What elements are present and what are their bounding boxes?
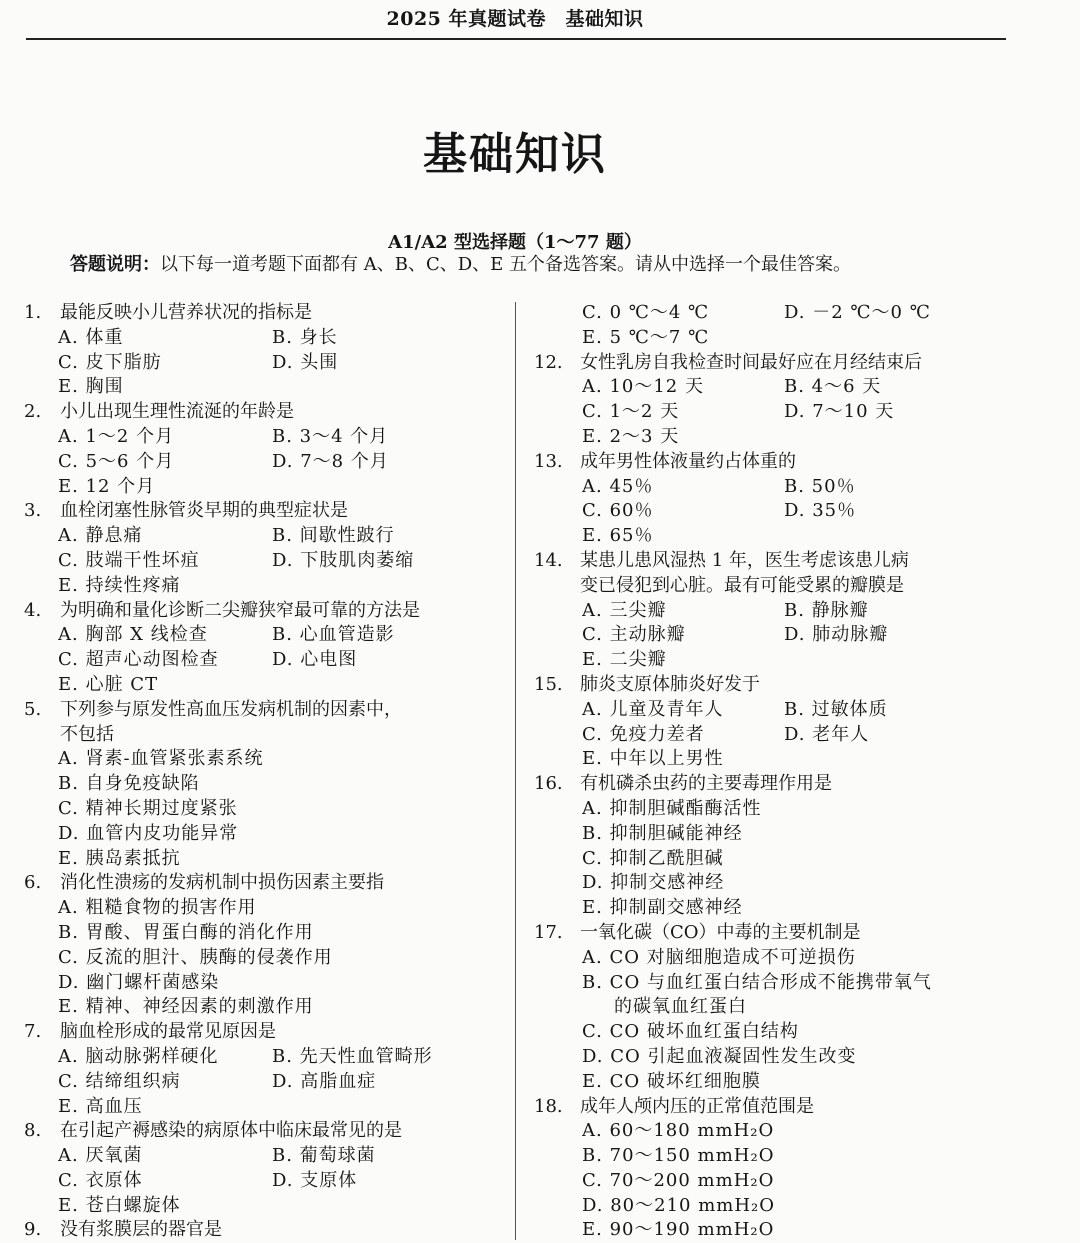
option-e: E. 12 个月 <box>58 475 156 497</box>
option-b: B. CO 与血红蛋白结合形成不能携带氧气 <box>582 971 932 993</box>
left-column <box>24 301 504 1243</box>
option-b-continued: 的碳氧血红蛋白 <box>614 996 747 1018</box>
option-b: B. 先天性血管畸形 <box>272 1045 433 1067</box>
header-rule <box>26 38 1006 40</box>
option-d: D. CO 引起血液凝固性发生改变 <box>582 1045 857 1067</box>
option-d: D. 心电图 <box>272 649 358 671</box>
option-c: C. 主动脉瓣 <box>582 624 686 646</box>
option-e: E. 持续性疼痛 <box>58 574 181 596</box>
question-8 <box>24 1119 504 1144</box>
question-12 <box>534 351 1024 376</box>
question-number: 14. <box>534 549 563 571</box>
option-e: E. 65％ <box>582 525 654 547</box>
option-e: E. 2～3 天 <box>582 425 680 447</box>
option-d: D. 老年人 <box>784 723 870 745</box>
option-a: A. 1～2 个月 <box>58 425 175 447</box>
option-d: D. 幽门螺杆菌感染 <box>58 971 220 993</box>
question-stem: 女性乳房自我检查时间最好应在月经结束后 <box>580 351 922 373</box>
question-number: 17. <box>534 921 563 943</box>
option-e: E. 抑制副交感神经 <box>582 897 743 919</box>
option-e: E. 胸围 <box>58 376 124 398</box>
option-d: D. 头围 <box>272 351 339 373</box>
question-stem: 成年男性体液量约占体重的 <box>580 450 796 472</box>
question-4 <box>24 599 504 624</box>
option-a: A. 60～180 mmH₂O <box>582 1120 775 1142</box>
question-number: 5. <box>24 698 42 720</box>
option-b: B. 70～150 mmH₂O <box>582 1145 775 1167</box>
question-stem: 为明确和量化诊断二尖瓣狭窄最可靠的方法是 <box>60 599 420 621</box>
question-stem: 小儿出现生理性流涎的年龄是 <box>60 401 294 423</box>
running-header: 2025 年真题试卷 基础知识 <box>386 8 644 30</box>
question-17 <box>534 921 1024 946</box>
instruction-label: 答题说明： <box>70 254 160 275</box>
question-stem: 脑血栓形成的最常见原因是 <box>60 1021 276 1043</box>
question-5 <box>24 698 504 723</box>
option-b: B. 心血管造影 <box>272 624 395 646</box>
option-b: B. 自身免疫缺陷 <box>58 773 200 795</box>
question-stem: 下列参与原发性高血压发病机制的因素中， <box>60 698 402 720</box>
question-stem: 有机磷杀虫药的主要毒理作用是 <box>580 773 832 795</box>
option-e: E. 胰岛素抵抗 <box>58 847 181 869</box>
option-e: E. CO 破坏红细胞膜 <box>582 1070 761 1092</box>
option-a: A. 粗糙食物的损害作用 <box>58 897 257 919</box>
column-divider <box>515 302 516 1240</box>
option-a: A. 45％ <box>582 475 654 497</box>
question-number: 1. <box>24 302 42 323</box>
option-c: C. 免疫力差者 <box>582 723 705 745</box>
page-title: 基础知识 <box>423 129 607 180</box>
question-2 <box>24 400 504 425</box>
option-a: A. 10～12 天 <box>582 376 704 398</box>
question-13 <box>534 450 1024 475</box>
question-number: 16. <box>534 773 563 795</box>
option-a: A. 静息痛 <box>58 525 143 547</box>
option-b: B. 3～4 个月 <box>272 425 389 447</box>
option-d: D. 7～10 天 <box>784 401 895 423</box>
question-stem: 成年人颅内压的正常值范围是 <box>580 1095 814 1117</box>
question-number: 18. <box>534 1095 563 1117</box>
option-b: B. 间歇性跛行 <box>272 525 395 547</box>
question-6 <box>24 871 504 896</box>
option-b: B. 过敏体质 <box>784 698 888 720</box>
option-c: C. 皮下脂肪 <box>58 351 162 373</box>
question-9 <box>24 1218 504 1243</box>
question-18 <box>534 1095 1024 1120</box>
question-1 <box>24 301 504 326</box>
section-heading: A1/A2 型选择题（1～77 题） <box>388 232 642 253</box>
question-stem: 血栓闭塞性脉管炎早期的典型症状是 <box>60 500 348 522</box>
question-stem: 最能反映小儿营养状况的指标是 <box>60 302 312 323</box>
question-stem: 一氧化碳（CO）中毒的主要机制是 <box>580 921 861 943</box>
option-d: D. 支原体 <box>272 1169 358 1191</box>
option-a: A. CO 对脑细胞造成不可逆损伤 <box>582 946 856 968</box>
option-e: E. 5 ℃～7 ℃ <box>582 326 710 348</box>
option-c: C. 肢端干性坏疽 <box>58 549 200 571</box>
instruction-text: 以下每一道考题下面都有 A、B、C、D、E 五个备选答案。请从中选择一个最佳答案。 <box>160 254 852 275</box>
question-number: 2. <box>24 401 42 423</box>
option-b: B. 胃酸、胃蛋白酶的消化作用 <box>58 921 314 943</box>
option-a: A. 厌氧菌 <box>58 1145 143 1167</box>
question-number: 3. <box>24 500 42 522</box>
option-c: C. 精神长期过度紧张 <box>58 797 238 819</box>
option-c: C. 反流的胆汁、胰酶的侵袭作用 <box>58 946 333 968</box>
option-e: E. 高血压 <box>58 1095 143 1117</box>
option-c: C. 超声心动图检查 <box>58 649 219 671</box>
option-a: A. 体重 <box>58 326 124 348</box>
instructions <box>26 252 1011 277</box>
question-15 <box>534 673 1024 698</box>
question-stem-continued: 不包括 <box>60 723 114 745</box>
question-5-stem-cont <box>24 723 504 748</box>
option-a: A. 胸部 X 线检查 <box>58 624 208 646</box>
question-number: 15. <box>534 673 563 695</box>
option-b: B. 身长 <box>272 326 338 348</box>
option-d: D. 7～8 个月 <box>272 450 389 472</box>
question-number: 12. <box>534 351 563 373</box>
option-e: E. 中年以上男性 <box>582 748 724 770</box>
option-a: A. 儿童及青年人 <box>582 698 724 720</box>
option-e: E. 精神、神经因素的刺激作用 <box>58 996 314 1018</box>
option-c: C. CO 破坏血红蛋白结构 <box>582 1021 799 1043</box>
right-column <box>534 301 1024 1243</box>
question-3 <box>24 499 504 524</box>
option-c: C. 衣原体 <box>58 1169 143 1191</box>
question-number: 9. <box>24 1219 42 1241</box>
question-14-stem-cont <box>534 574 1024 599</box>
option-a: A. 脑动脉粥样硬化 <box>58 1045 219 1067</box>
option-d: D. 抑制交感神经 <box>582 872 725 894</box>
question-14 <box>534 549 1024 574</box>
option-c: C. 5～6 个月 <box>58 450 175 472</box>
question-stem: 在引起产褥感染的病原体中临床最常见的是 <box>60 1120 402 1142</box>
question-stem: 某患儿患风湿热 1 年，医生考虑该患儿病 <box>580 549 909 571</box>
option-e: E. 二尖瓣 <box>582 649 667 671</box>
question-number: 4. <box>24 599 42 621</box>
option-e: E. 90～190 mmH₂O <box>582 1219 775 1241</box>
option-d: D. 下肢肌肉萎缩 <box>272 549 415 571</box>
option-b: B. 50％ <box>784 475 856 497</box>
question-7 <box>24 1020 504 1045</box>
option-c: C. 0 ℃～4 ℃ <box>582 302 710 323</box>
option-c: C. 70～200 mmH₂O <box>582 1169 775 1191</box>
option-a: A. 肾素-血管紧张素系统 <box>58 748 264 770</box>
option-d: D. 高脂血症 <box>272 1070 377 1092</box>
question-stem-continued: 变已侵犯到心脏。最有可能受累的瓣膜是 <box>580 574 904 596</box>
option-d: D. 80～210 mmH₂O <box>582 1194 776 1216</box>
option-a: A. 三尖瓣 <box>582 599 667 621</box>
question-stem: 肺炎支原体肺炎好发于 <box>580 673 760 695</box>
option-d: D. 35％ <box>784 500 857 522</box>
option-e: E. 苍白螺旋体 <box>58 1194 181 1216</box>
question-number: 13. <box>534 450 563 472</box>
question-stem: 没有浆膜层的器官是 <box>60 1219 222 1241</box>
option-c: C. 抑制乙酰胆碱 <box>582 847 724 869</box>
option-b: B. 静脉瓣 <box>784 599 869 621</box>
option-d: D. 肺动脉瓣 <box>784 624 889 646</box>
option-c: C. 结缔组织病 <box>58 1070 181 1092</box>
question-number: 8. <box>24 1120 42 1142</box>
option-c: C. 60％ <box>582 500 654 522</box>
option-c: C. 1～2 天 <box>582 401 680 423</box>
option-b: B. 抑制胆碱能神经 <box>582 822 743 844</box>
question-stem: 消化性溃疡的发病机制中损伤因素主要指 <box>60 872 384 894</box>
option-b: B. 葡萄球菌 <box>272 1145 376 1167</box>
option-b: B. 4～6 天 <box>784 376 882 398</box>
option-e: E. 心脏 CT <box>58 673 159 695</box>
option-d: D. －2 ℃～0 ℃ <box>784 302 931 323</box>
question-number: 6. <box>24 872 42 894</box>
option-d: D. 血管内皮功能异常 <box>58 822 239 844</box>
question-number: 7. <box>24 1021 42 1043</box>
question-16 <box>534 772 1024 797</box>
option-a: A. 抑制胆碱酯酶活性 <box>582 797 762 819</box>
